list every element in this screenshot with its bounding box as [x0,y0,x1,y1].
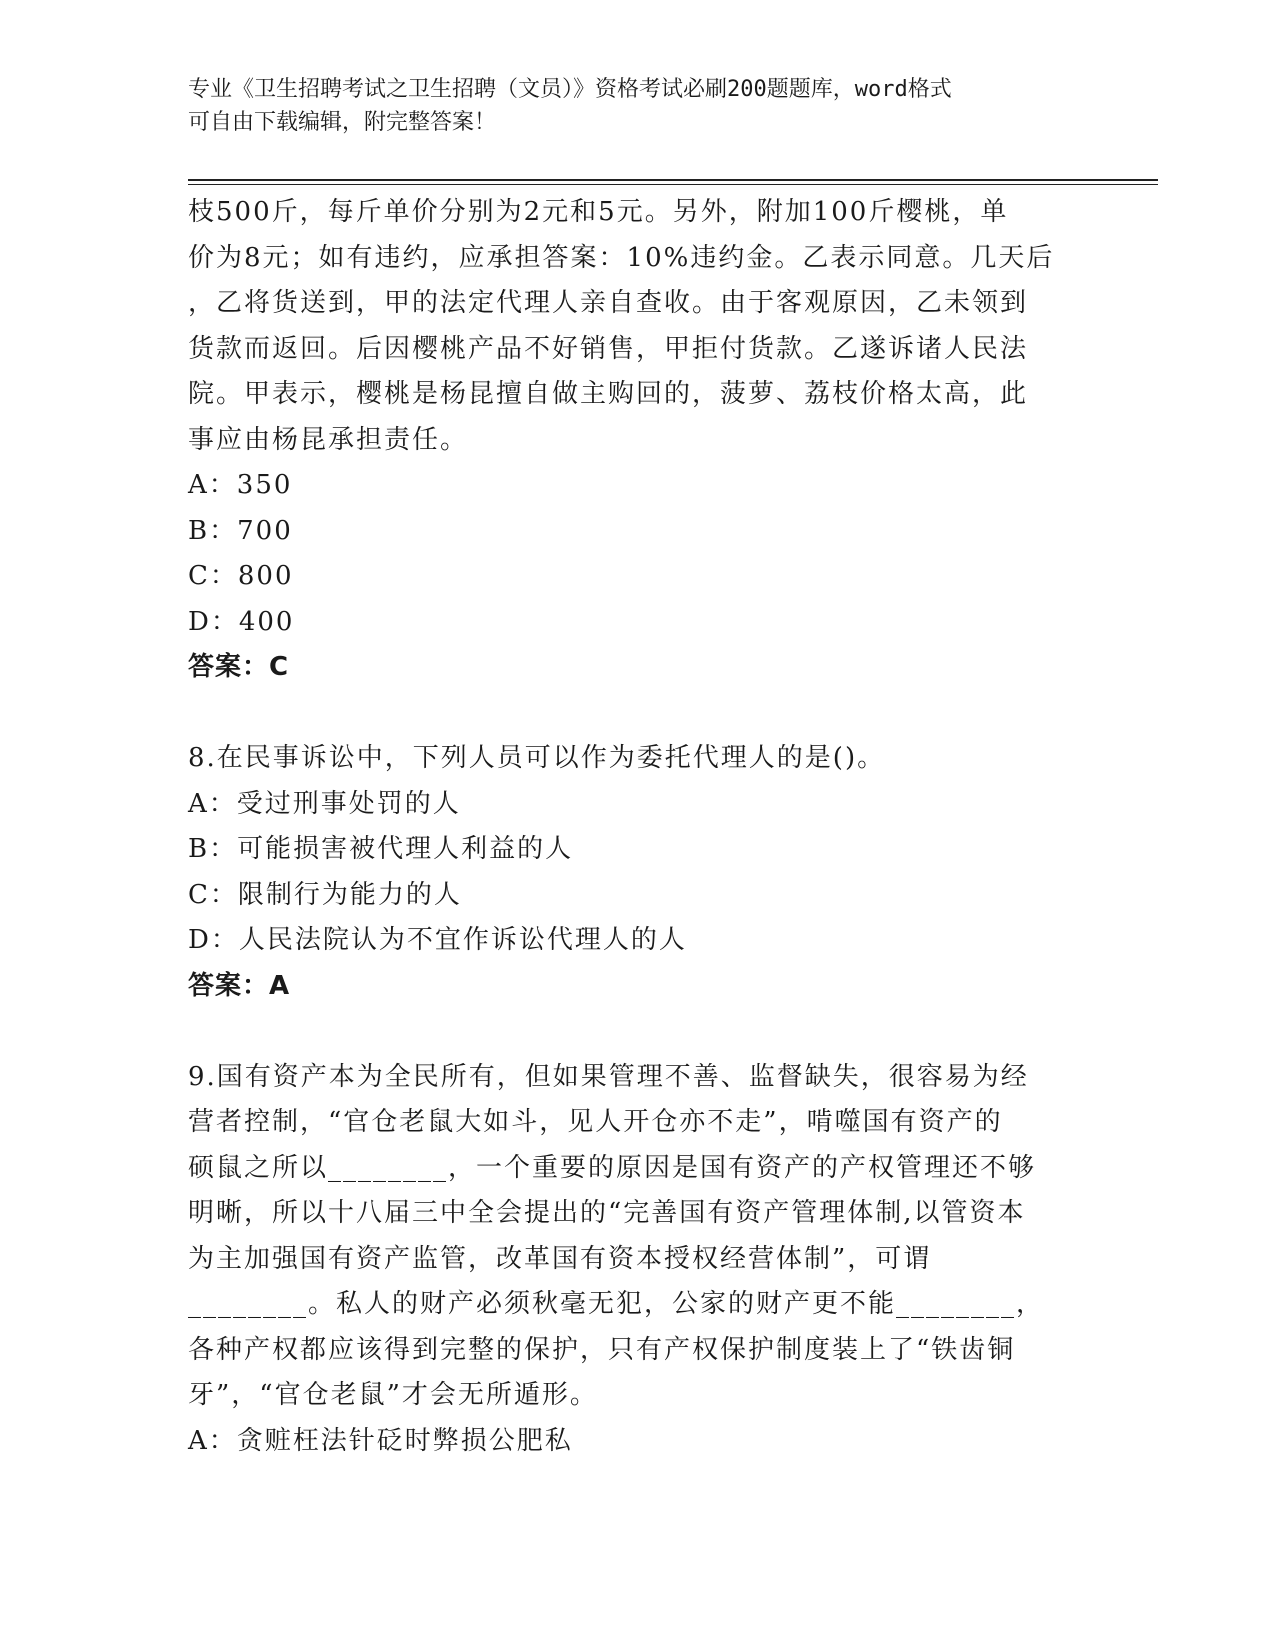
header-divider-thin [188,184,1158,185]
question-8 [188,736,1088,1009]
option-c: C：800 [188,561,294,591]
option-a: A：350 [188,470,293,500]
question-stem-line: 院。甲表示，樱桃是杨昆擅自做主购回的，菠萝、荔枝价格太高，此 [188,379,1029,409]
question-stem-line: 牙”，“官仓老鼠”才会无所遁形。 [188,1380,598,1410]
question-stem-line: 价为8元；如有违约，应承担答案：10%违约金。乙表示同意。几天后 [188,242,1055,273]
question-stem-line: 枝500斤，每斤单价分别为2元和5元。另外，附加100斤樱桃，单 [188,197,1009,227]
header-title-line-2: 可自由下载编辑，附完整答案！ [188,110,497,135]
question-spacer [188,1009,1088,1055]
question-7 [188,190,1088,691]
option-b: B：700 [188,515,293,546]
question-9 [188,1055,1088,1465]
question-stem-line: 各种产权都应该得到完整的保护，只有产权保护制度装上了“铁齿铜 [188,1334,1016,1365]
question-spacer [188,691,1088,737]
header-title-line-1: 专业《卫生招聘考试之卫生招聘（文员）》资格考试必刷200题题库，word格式 [188,77,952,102]
option-a: A：受过刑事处罚的人 [188,788,461,819]
document-header [188,73,1088,139]
question-stem-line: 9.国有资产本为全民所有，但如果管理不善、监督缺失，很容易为经 [188,1061,1029,1092]
question-stem-line: 明晰，所以十八届三中全会提出的“完善国有资产管理体制,以管资本 [188,1198,1026,1228]
option-b: B：可能损害被代理人利益的人 [188,834,574,864]
question-stem-line: 为主加强国有资产监管，改革国有资本授权经营体制”，可谓 [188,1243,932,1274]
option-c: C：限制行为能力的人 [188,879,462,910]
option-d: D：400 [188,606,295,637]
option-a: A：贪赃枉法针砭时弊损公肥私 [188,1425,573,1456]
question-stem-line: 事应由杨昆承担责任。 [188,424,469,455]
option-d: D：人民法院认为不宜作诉讼代理人的人 [188,925,687,955]
question-stem-line: ________。私人的财产必须秋毫无犯，公家的财产更不能________， [188,1289,1045,1319]
question-stem-line: 货款而返回。后因樱桃产品不好销售，甲拒付货款。乙遂诉诸人民法 [188,333,1029,364]
document-body [188,190,1088,1464]
answer-line: 答案：A [188,970,291,1001]
question-stem-line: ，乙将货送到，甲的法定代理人亲自查收。由于客观原因，乙未领到 [188,288,1029,318]
question-stem-line: 硕鼠之所以________，一个重要的原因是国有资产的产权管理还不够 [188,1152,1037,1183]
answer-line: 答案：C [188,652,290,682]
question-stem-line: 8.在民事诉讼中，下列人员可以作为委托代理人的是()。 [188,743,886,773]
question-stem-line: 营者控制，“官仓老鼠大如斗，见人开仓亦不走”，啃噬国有资产的 [188,1107,1003,1137]
header-divider-thick [188,179,1158,181]
